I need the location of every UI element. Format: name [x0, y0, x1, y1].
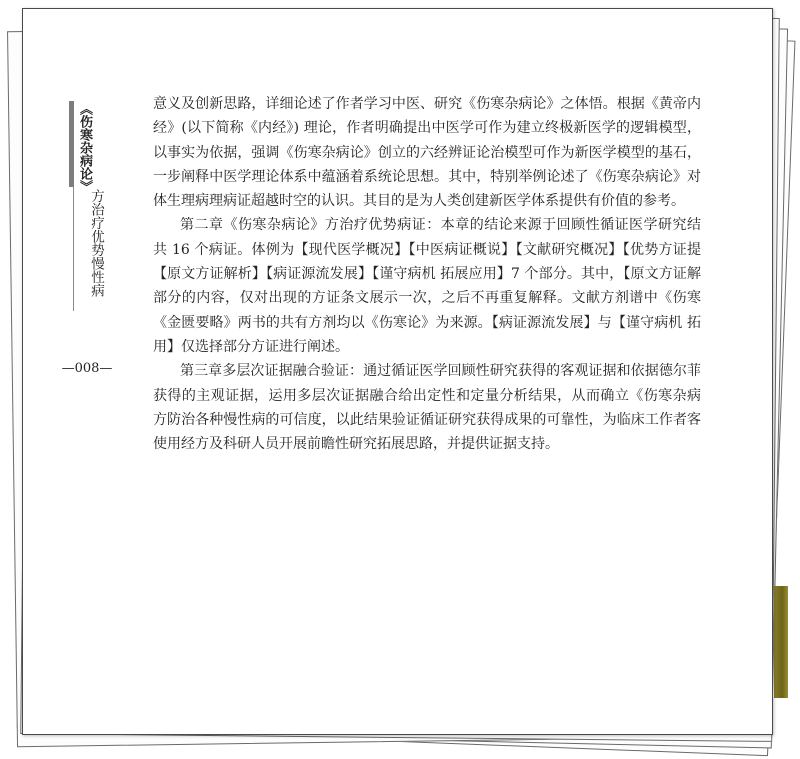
text-line: 用】仅选择部分方证进行阐述。 — [153, 338, 349, 355]
body-text — [153, 92, 701, 456]
book-cover-edge-right — [774, 586, 788, 698]
text-line: 部分的内容，仅对出现的方证条文展示一次，之后不再重复解释。文献方剂谱中《伤寒 — [153, 290, 701, 307]
text-line: 使用经方及科研人员开展前瞻性研究拓展思路，并提供证据支持。 — [153, 436, 559, 453]
text-line: 共 16 个病证。体例为【现代医学概况】【中医病证概说】【文献研究概况】【优势方证提 — [153, 241, 701, 258]
text-line: 意义及创新思路，详细论述了作者学习中医、研究《伤寒杂病论》之体悟。根据《黄帝内 — [153, 96, 701, 112]
running-head-bar — [69, 101, 74, 187]
text-line: 以事实为依据，强调《伤寒杂病论》创立的六经辨证论治模型可作为新医学模型的基石， — [153, 144, 701, 161]
text-line: 【原文方证解析】【病证源流发展】【谨守病机 拓展应用】7 个部分。其中，【原文方证解 — [153, 266, 701, 283]
text-line: 《金匮要略》两书的共有方剂均以《伤寒论》为来源。【病证源流发展】与【谨守病机 拓 — [153, 314, 701, 331]
running-head-rule — [73, 187, 74, 311]
text-line: 第三章多层次证据融合验证：通过循证医学回顾性研究获得的客观证据和依据德尔菲 — [180, 363, 701, 380]
text-line: 方防治各种慢性病的可信度，以此结果验证循证研究获得成果的可靠性，为临床工作者客 — [153, 411, 701, 428]
running-head-subtitle: 方治疗优势慢性病 — [88, 189, 104, 297]
running-head-book-title: 《伤寒杂病论》 — [77, 102, 92, 193]
book-page — [22, 8, 773, 735]
text-line: 经》(以下简称《内经》) 理论，作者明确提出中医学可作为建立终极新医学的逻辑模型， — [153, 120, 701, 137]
text-line: 第二章《伤寒杂病论》方治疗优势病证：本章的结论来源于回顾性循证医学研究结 — [180, 217, 701, 234]
page-number: —008— — [61, 361, 113, 376]
text-line: 一步阐释中医学理论体系中蕴涵着系统论思想。其中，特别举例论述了《伤寒杂病论》对 — [153, 168, 701, 185]
text-line: 体生理病理病证超越时空的认识。其目的是为人类创建新医学体系提供有价值的参考。 — [153, 193, 685, 210]
text-line: 获得的主观证据，运用多层次证据融合给出定性和定量分析结果，从而确立《伤寒杂病 — [153, 387, 701, 404]
